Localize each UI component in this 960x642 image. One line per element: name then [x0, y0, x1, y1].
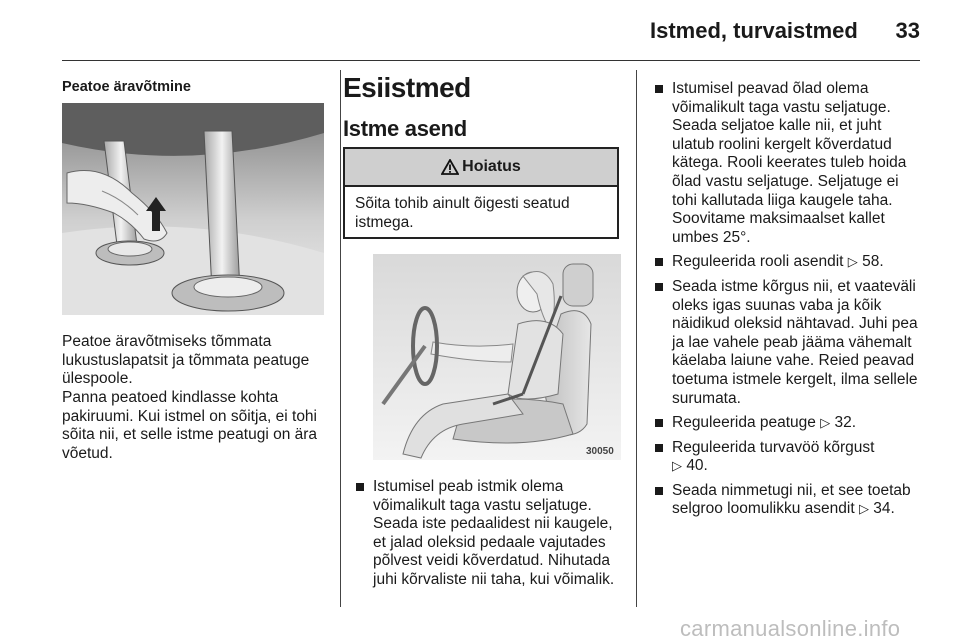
- headrest-removal-text: Peatoe äravõtmiseks tõmmata lukustuslapatsit ja tõmmata peatuge ülespoole.: [62, 333, 310, 388]
- page-reference-icon: ▷: [820, 415, 831, 431]
- page-reference[interactable]: 58.: [862, 253, 884, 271]
- list-item: [655, 278, 927, 408]
- page-reference[interactable]: 34.: [873, 500, 895, 518]
- figure-number: 30050: [586, 446, 614, 457]
- page-reference-icon: ▷: [858, 501, 869, 517]
- list-item-text: Seada nimmetugi nii, et see toetab selgroo loomulikku asendit: [672, 481, 911, 518]
- section-subtitle: Istme asend: [343, 116, 467, 141]
- page-number: 33: [895, 18, 920, 43]
- column-divider-left: [340, 70, 341, 607]
- list-item: [655, 80, 927, 247]
- list-item: [655, 414, 927, 433]
- list-item: [655, 439, 927, 476]
- warning-box: [343, 147, 619, 239]
- headrest-removal-illustration: [62, 103, 324, 315]
- list-item-text: Reguleerida rooli asendit: [672, 253, 848, 271]
- seat-position-list-middle: [356, 478, 622, 596]
- seat-position-list-right: [655, 80, 927, 525]
- header-divider: [62, 60, 920, 61]
- page-reference[interactable]: 32.: [834, 414, 857, 432]
- page-reference[interactable]: 40.: [686, 457, 708, 475]
- headrest-removal-heading: Peatoe äravõtmine: [62, 79, 191, 95]
- list-item-text: Istumisel peavad õlad olema võimalikult taga vastu seljatuge. Seada seljatoe kalle nii, et juht ulatub roolini kergelt kõverdatud kätega. Rooli keerates tuleb hoida õlad vastu seljatuge. Seljatuge ei tohi kallutada liiga kaugele taha. Soovitame maksimaalset kallet umbes 25°.: [672, 80, 907, 246]
- list-item-text: Reguleerida peatuge: [672, 414, 821, 432]
- column-divider-right: [636, 70, 637, 607]
- driver-seat-illustration: [373, 254, 621, 460]
- list-item: Istumisel peab istmik olema võimalikult taga vastu seljatuge. Seada iste pedaalidest nii kaugele, et jalad oleksid pedaale vajutades põlvest veidi kõverdatud. Nihutada juhi kõrvaliste nii taha, kui võimalik.: [356, 478, 622, 590]
- page-reference-icon: ▷: [847, 254, 858, 270]
- list-item-text: Reguleerida turvavöö kõrgust: [672, 438, 875, 456]
- warning-triangle-icon: [441, 159, 459, 175]
- warning-text: Sõita tohib ainult õigesti seatud istmega.: [355, 195, 570, 231]
- warning-label: Hoiatus: [462, 158, 521, 175]
- watermark: carmanualsonline.info: [680, 616, 901, 641]
- list-item: [655, 482, 927, 519]
- page-header-title: Istmed, turvaistmed: [650, 18, 858, 43]
- section-title: Esiistmed: [343, 72, 471, 103]
- page-reference-icon: ▷: [672, 458, 682, 474]
- headrest-storage-text: Panna peatoed kindlasse kohta pakiruumi. Kui istmel on sõitja, ei tohi sõita nii, et selle istme peatugi on ära võetud.: [62, 389, 318, 462]
- warning-header: [345, 149, 617, 187]
- list-item: [655, 253, 927, 272]
- list-item-text: Seada istme kõrgus nii, et vaateväli oleks igas suunas vaba ja kõik näidikud oleksid nähtavad. Juhi pea ja lae vahele peab jääma vähemalt käelaba laiune vahe. Reied peavad toetuma istmele kergelt, ilma sellele surumata.: [672, 277, 918, 407]
